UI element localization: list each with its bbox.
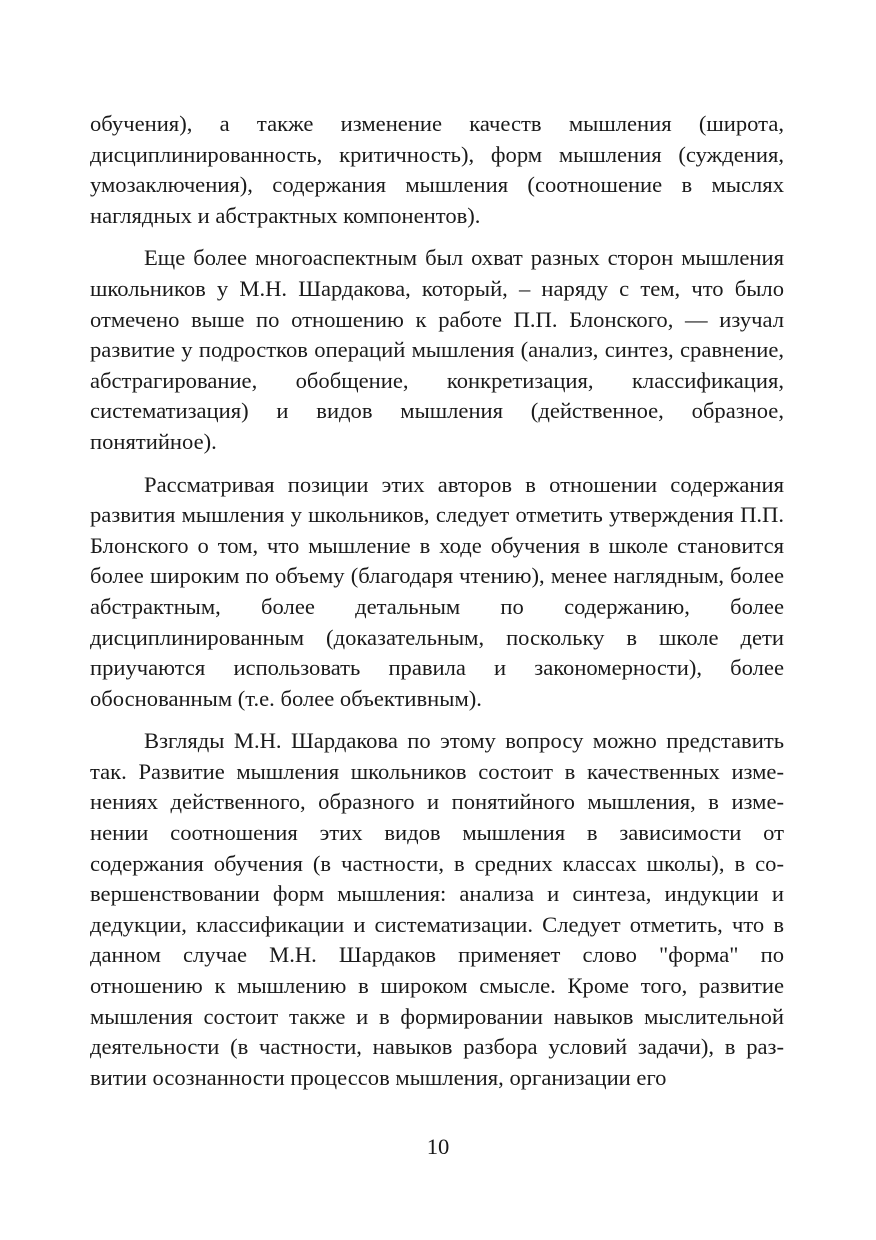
paragraph-shardakov-aspects: Еще более многоаспектным был охват разных сторон мышления школьников у М.Н. Шардакова, который, – наряду с тем, что было отмечено выше по отношению к работе П.П. Блонского, — изучал развитие у подростков операций мышления (анализ, синтез, сравнение, абстрагирование, обобщение, конкретизация, классификация, систематизация) и видов мышления (действенное, образное, понятийное).: [90, 245, 784, 454]
paragraph-blonsky-claims: Рассматривая позиции этих авторов в отношении содержания развития мышления у школьников, следует отметить утверждения П.П. Блонского о том, что мышление в ходе обучения в школе становится более широким по объему (благодаря чтению), менее наглядным, более абстрактным, более детальным по содержанию, более дисциплинированным (доказательным, поскольку в школе дети приучаются использовать правила и закономерности), более обоснованным (т.е. более объективным).: [90, 471, 784, 711]
paragraph-shardakov-views: Взгляды М.Н. Шардакова по этому вопросу можно представить так. Развитие мышления школьников состоит в качественных изменениях действенного, образного и понятийного мышления, в изменении соотношения этих видов мышления в зависимости от содержания обучения (в частности, в средних классах школы), в совершенствовании форм мышления: анализа и синтеза, индукции и дедукции, классификации и систематизации. Следует отметить, что в данном случае М.Н. Шардаков применяет слово "форма" по отношению к мышлению в широком смысле. Кроме того, развитие мышления состоит также и в формировании навыков мыслительной деятельности (в частности, навыков разбора условий задачи), в развитии осознанности процессов мышления, организации его: [90, 728, 784, 1090]
page-body: [90, 109, 784, 1093]
page-number: 10: [426, 1134, 450, 1159]
paragraph-continuation: обучения), а также изменение качеств мышления (широта, дисциплинированность, критичность), форм мышления (суждения, умозаключения), содержания мышления (соотношение в мыслях наглядных и абстрактных компонентов).: [90, 111, 784, 228]
